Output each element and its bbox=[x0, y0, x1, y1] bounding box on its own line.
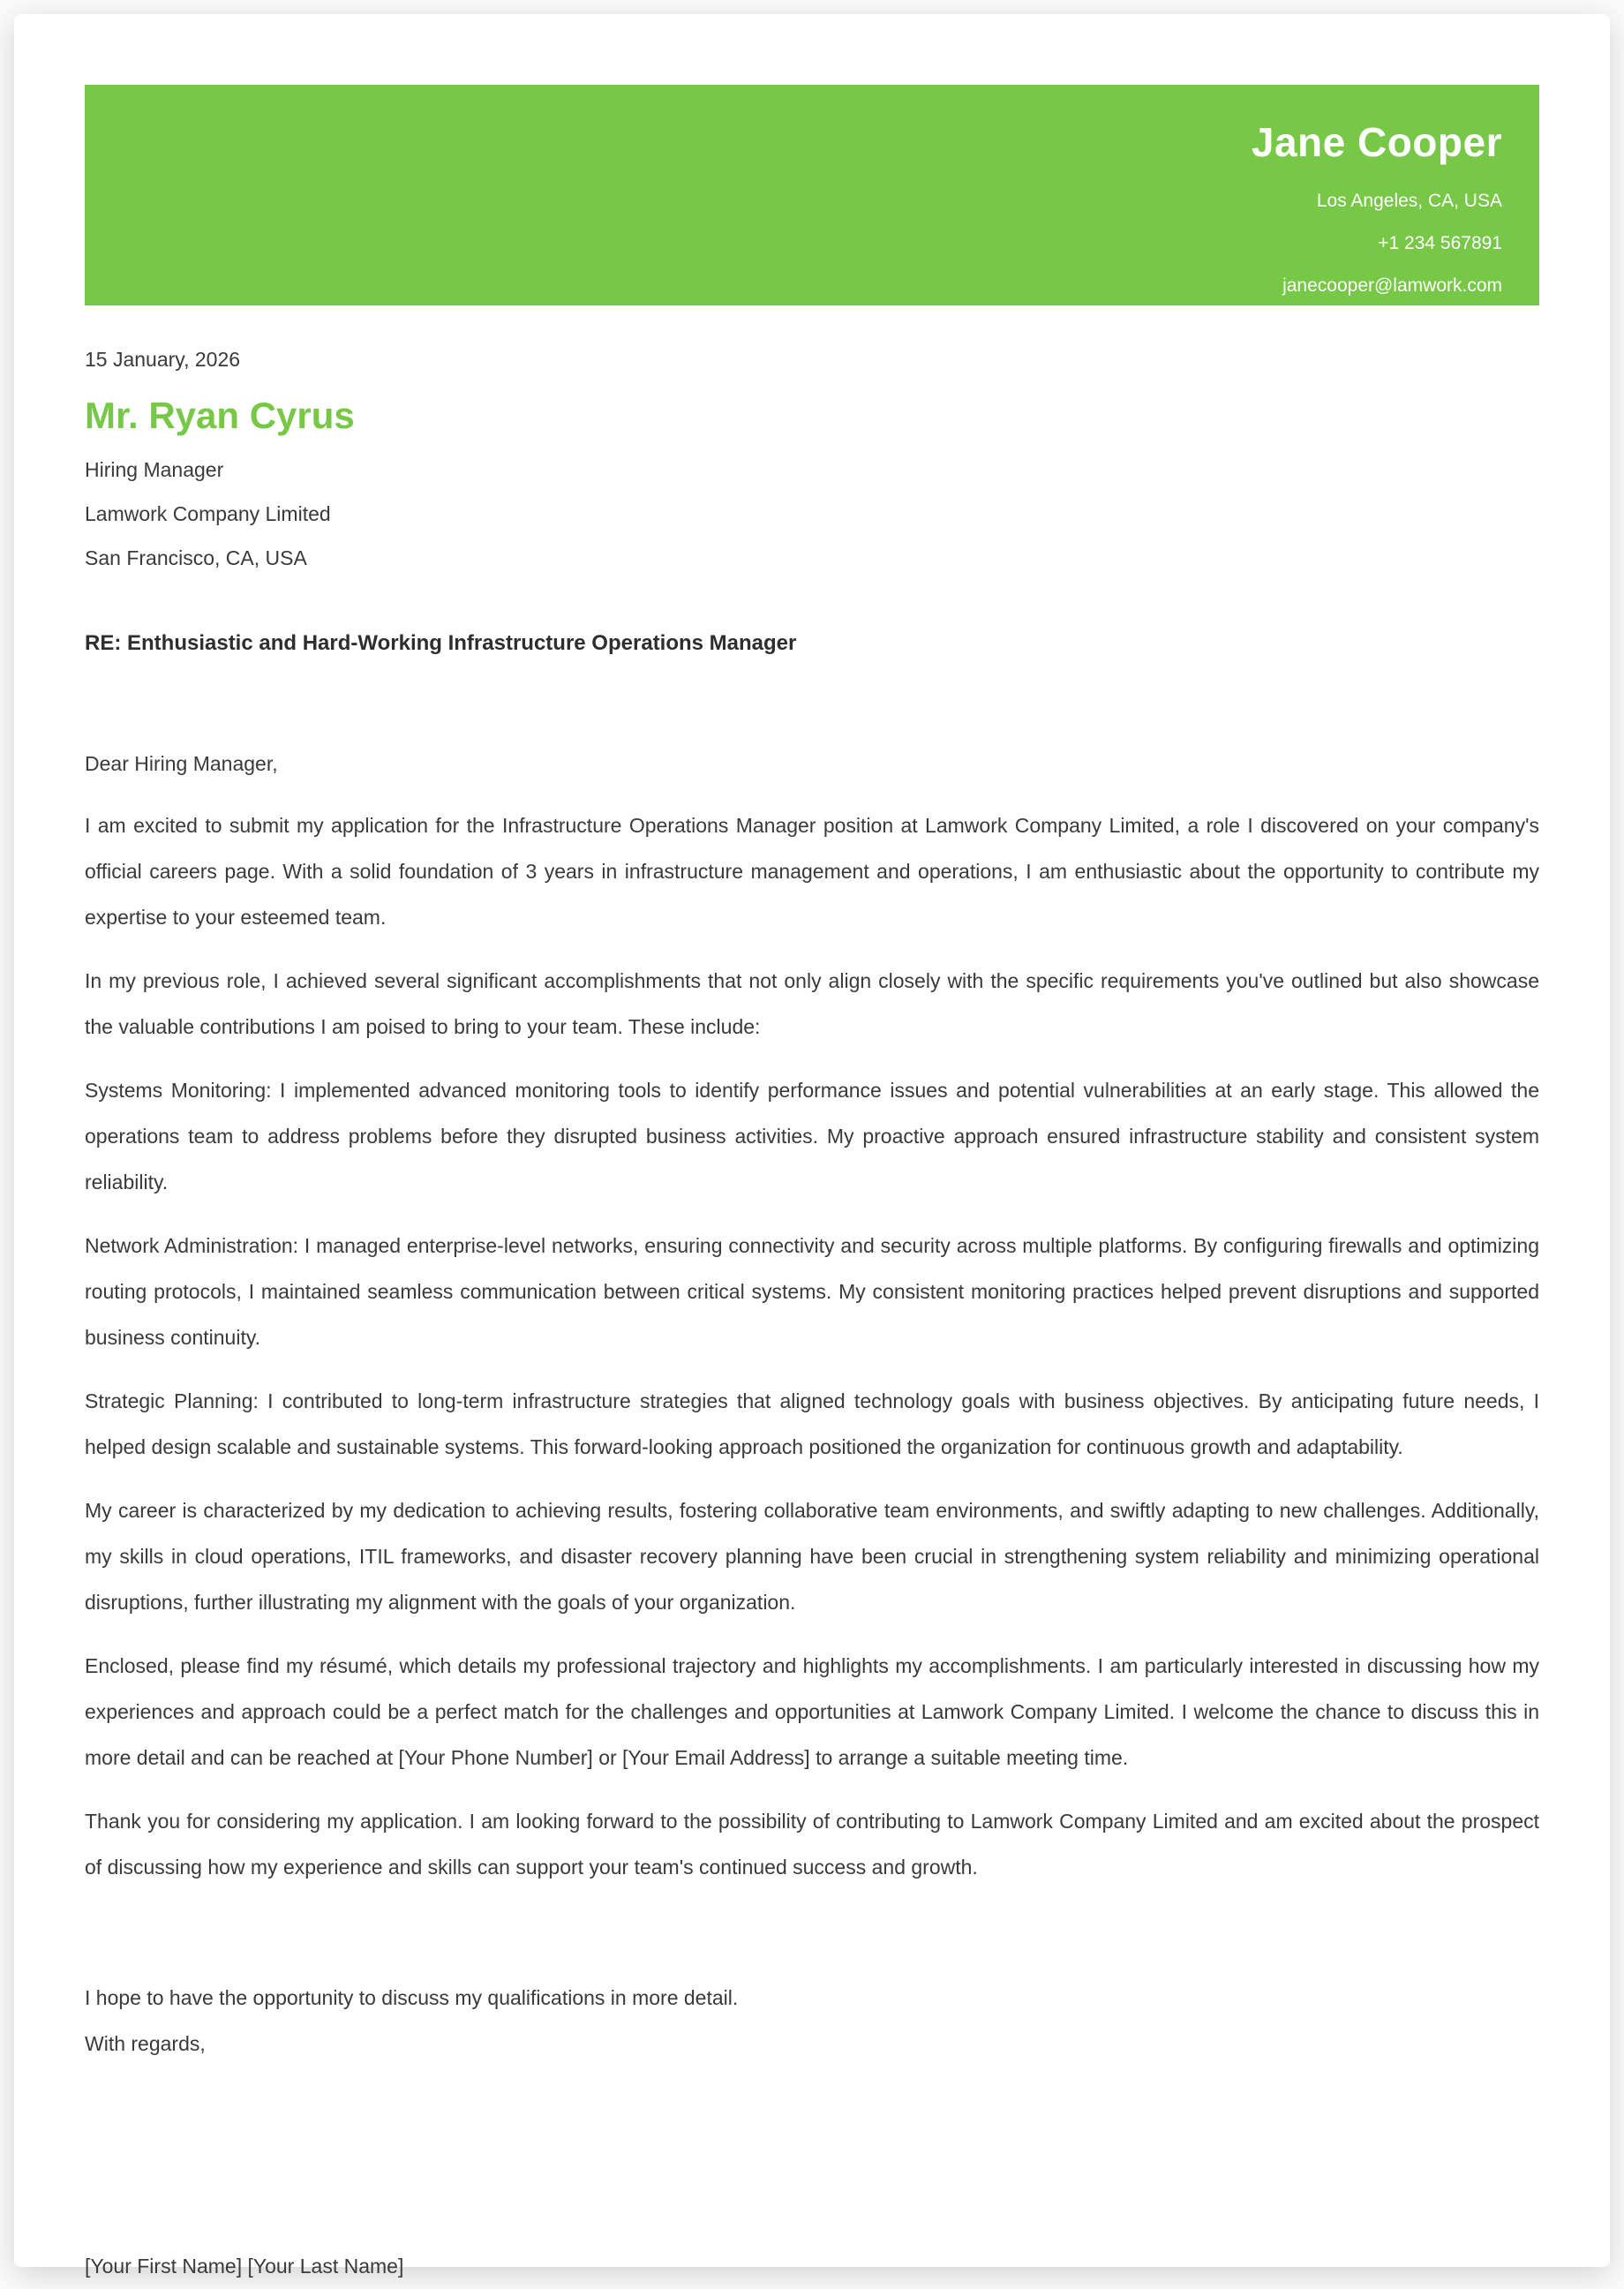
recipient-name: Mr. Ryan Cyrus bbox=[85, 395, 1539, 437]
body-paragraph: Strategic Planning: I contributed to long-term infrastructure strategies that aligned technology goals with business objectives. By anticipating future needs, I helped design scalable and sustainable systems. This forward-looking approach positioned the organization for continuous growth and adaptability. bbox=[85, 1378, 1539, 1470]
closing-block bbox=[85, 1975, 1539, 2067]
body-paragraph: Network Administration: I managed enterprise-level networks, ensuring connectivity and security across multiple platforms. By configuring firewalls and optimizing routing protocols, I maintained seamless communication between critical systems. My consistent monitoring practices helped prevent disruptions and supported business continuity. bbox=[85, 1223, 1539, 1360]
header-band bbox=[85, 85, 1539, 305]
body-paragraph: Systems Monitoring: I implemented advanced monitoring tools to identify performance issues and potential vulnerabilities at an early stage. This allowed the operations team to address problems before they disrupted business activities. My proactive approach ensured infrastructure stability and consistent system reliability. bbox=[85, 1067, 1539, 1205]
sender-name: Jane Cooper bbox=[122, 118, 1502, 166]
sign-off: With regards, bbox=[85, 2021, 1539, 2067]
paragraphs-container bbox=[85, 802, 1539, 1890]
recipient-company: Lamwork Company Limited bbox=[85, 492, 1539, 536]
sender-email: janecooper@lamwork.com bbox=[122, 265, 1502, 307]
cover-letter-page bbox=[14, 14, 1610, 2267]
closing-line: I hope to have the opportunity to discuss my qualifications in more detail. bbox=[85, 1975, 1539, 2021]
body-paragraph: I am excited to submit my application for the Infrastructure Operations Manager position at Lamwork Company Limited, a role I discovered on your company's official careers page. With a solid foundation of 3 years in infrastructure management and operations, I am enthusiastic about the opportunity to contribute my expertise to your esteemed team. bbox=[85, 802, 1539, 940]
body-paragraph: My career is characterized by my dedication to achieving results, fostering collaborative team environments, and swiftly adapting to new challenges. Additionally, my skills in cloud operations, ITIL frameworks, and disaster recovery planning have been crucial in strengthening system reliability and minimizing operational disruptions, further illustrating my alignment with the goals of your organization. bbox=[85, 1487, 1539, 1625]
letter-date: 15 January, 2026 bbox=[85, 348, 1539, 372]
body-paragraph: In my previous role, I achieved several significant accomplishments that not only align closely with the specific requirements you've outlined but also showcase the valuable contributions I am poised to bring to your team. These include: bbox=[85, 958, 1539, 1050]
body-paragraph: Thank you for considering my application. I am looking forward to the possibility of contributing to Lamwork Company Limited and am excited about the prospect of discussing how my experience and skills can support your team's continued success and growth. bbox=[85, 1798, 1539, 1890]
salutation: Dear Hiring Manager, bbox=[85, 741, 1539, 787]
recipient-title: Hiring Manager bbox=[85, 448, 1539, 492]
letter-body bbox=[14, 348, 1610, 2289]
recipient-block bbox=[85, 448, 1539, 580]
body-paragraph: Enclosed, please find my résumé, which details my professional trajectory and highlights my accomplishments. I am particularly interested in discussing how my experiences and approach could be a perfect match for the challenges and opportunities at Lamwork Company Limited. I welcome the chance to discuss this in more detail and can be reached at [Your Phone Number] or [Your Email Address] to arrange a suitable meeting time. bbox=[85, 1643, 1539, 1781]
sender-phone: +1 234 567891 bbox=[122, 222, 1502, 265]
recipient-location: San Francisco, CA, USA bbox=[85, 536, 1539, 580]
sender-location: Los Angeles, CA, USA bbox=[122, 180, 1502, 222]
subject-line: RE: Enthusiastic and Hard-Working Infrastructure Operations Manager bbox=[85, 631, 1539, 656]
signature-placeholder: [Your First Name] [Your Last Name] bbox=[85, 2243, 1539, 2289]
